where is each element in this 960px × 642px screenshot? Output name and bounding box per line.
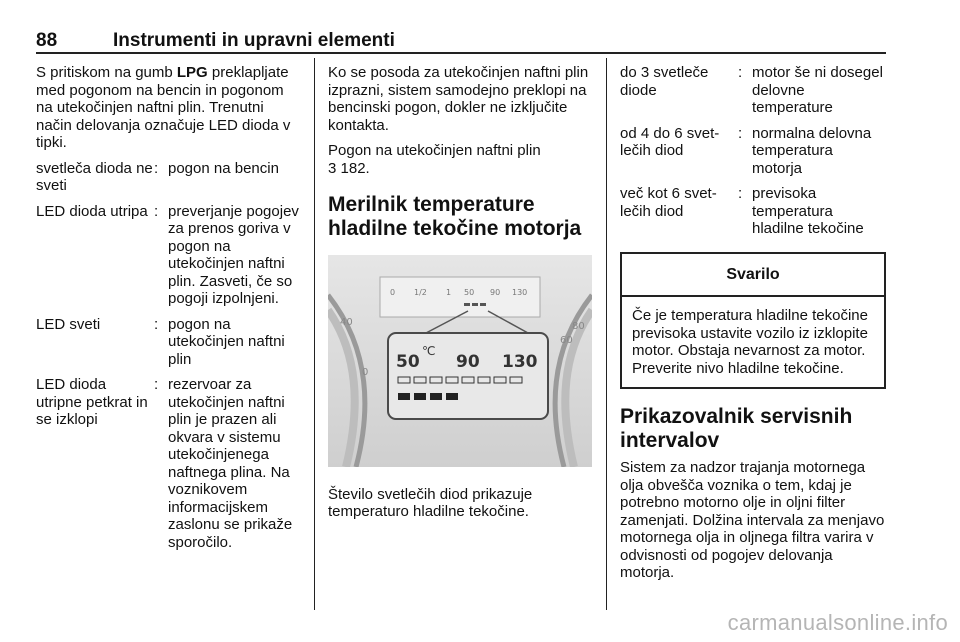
column-1	[36, 64, 300, 559]
gauge-mark: 60	[560, 335, 573, 346]
page-reference-link[interactable]: 3 182.	[328, 159, 370, 177]
warning-box	[620, 252, 886, 390]
warning-title: Svarilo	[622, 254, 884, 298]
figure-caption: Število svetlečih diod prikazuje temperaturo hladilne tekočine.	[328, 485, 533, 520]
header-rule	[36, 52, 886, 54]
definition-desc: normalna delovna temperatura motorja	[752, 124, 872, 177]
definition-item	[36, 203, 300, 308]
column-3	[620, 64, 886, 590]
definition-term: LED dioda utripa	[36, 202, 148, 220]
definition-separator: :	[154, 159, 159, 177]
page-number: 88	[36, 30, 58, 51]
definition-item	[36, 376, 300, 551]
definition-item	[620, 185, 886, 238]
small-led-segment	[472, 303, 478, 306]
definition-item	[620, 125, 886, 178]
definition-term: LED sveti	[36, 315, 101, 333]
lpg-button-label: LPG	[176, 64, 208, 81]
lpg-intro-paragraph: S pritiskom na gumb LPG preklapljate med pogonom na bencin in pogonom na utekočinjen naftni plin. Trenutni način delovanja označuje LED dioda v tipki.	[36, 64, 291, 151]
definition-desc: previsoka temperatura hladilne tekočine	[752, 185, 864, 237]
definition-separator: :	[738, 64, 743, 81]
definition-separator: :	[738, 124, 743, 142]
definition-separator: :	[154, 202, 159, 220]
column-divider-1	[314, 58, 315, 610]
coolant-gauge-illustration	[328, 255, 592, 467]
definition-desc: preverjanje pogojev za prenos goriva v pogon na utekočinjen naftni plin. Zasveti, če so pogoji izpolnjeni.	[168, 202, 299, 307]
definition-desc: pogon na bencin	[168, 159, 279, 177]
definition-term: od 4 do 6 svet-lečih diod	[620, 124, 720, 159]
definition-term: LED dioda utripne petkrat in se izklopi	[36, 376, 148, 428]
definition-separator: :	[154, 376, 159, 393]
definition-separator: :	[154, 315, 159, 333]
definition-item	[620, 64, 886, 117]
large-scale-label: 130	[502, 352, 538, 372]
small-scale-label: 1	[446, 288, 452, 297]
definition-desc: pogon na utekočinjen naftni plin	[168, 315, 285, 368]
gauge-mark: 80	[572, 321, 585, 332]
small-scale-label: 0	[390, 288, 396, 297]
warning-body: Če je temperatura hladilne tekočine previsoka ustavite vozilo iz izklopite motor. Obstaja nevarnost za motor. Preverite nivo hladilne tekočine.	[632, 307, 868, 377]
small-scale-label: 1/2	[414, 288, 427, 297]
page-header	[36, 30, 886, 54]
gauge-mark: 0	[362, 367, 369, 378]
coolant-temperature-heading: Merilnik temperature hladilne tekočine motorja	[328, 193, 582, 240]
watermark: carmanualsonline.info	[727, 610, 948, 635]
definition-term: svetleča dioda ne sveti	[36, 159, 153, 194]
small-scale-label: 130	[512, 288, 528, 297]
chapter-title: Instrumenti in upravni elementi	[113, 30, 395, 51]
gauge-mark: 40	[340, 317, 353, 328]
large-scale-label: 50	[396, 352, 420, 372]
lpg-reference-paragraph: Pogon na utekočinjen naftni plin 3 182.	[328, 142, 541, 177]
definition-term: do 3 svetleče diode	[620, 64, 709, 99]
small-led-segment	[480, 303, 486, 306]
lpg-empty-paragraph: Ko se posoda za utekočinjen naftni plin izprazni, sistem samodejno preklopi na bencinski pogon, dokler ne izključite kontakta.	[328, 64, 589, 134]
column-divider-2	[606, 58, 607, 610]
definition-desc: rezervoar za utekočinjen naftni plin je prazen ali okvara v sistemu utekočinjenega naftnega plina. Na voznikovem informacijskem zaslonu se prikaže sporočilo.	[168, 376, 293, 551]
service-interval-heading: Prikazovalnik servisnih intervalov	[620, 405, 853, 452]
definition-term: več kot 6 svet-lečih diod	[620, 185, 717, 220]
temperature-symbol-icon: ℃	[422, 344, 436, 358]
small-scale-label: 90	[490, 288, 501, 297]
service-interval-paragraph: Sistem za nadzor trajanja motornega olja obvešča voznika o tem, kdaj je potrebno motorno olje in oljni filter zamenjati. Dolžina intervala za menjavo motornega olja in oljnega filtra varira v odvisnosti od pogojev delovanja motorja.	[620, 459, 885, 581]
small-display	[380, 277, 540, 317]
small-scale-label: 50	[464, 288, 475, 297]
definition-separator: :	[738, 185, 743, 202]
small-led-segment	[464, 303, 470, 306]
definition-item	[36, 160, 300, 195]
enlarged-display	[388, 333, 548, 419]
definition-item	[36, 316, 300, 369]
large-scale-label: 90	[456, 352, 480, 372]
definition-desc: motor še ni dosegel delovne temperature	[752, 64, 883, 116]
column-2	[328, 64, 592, 529]
